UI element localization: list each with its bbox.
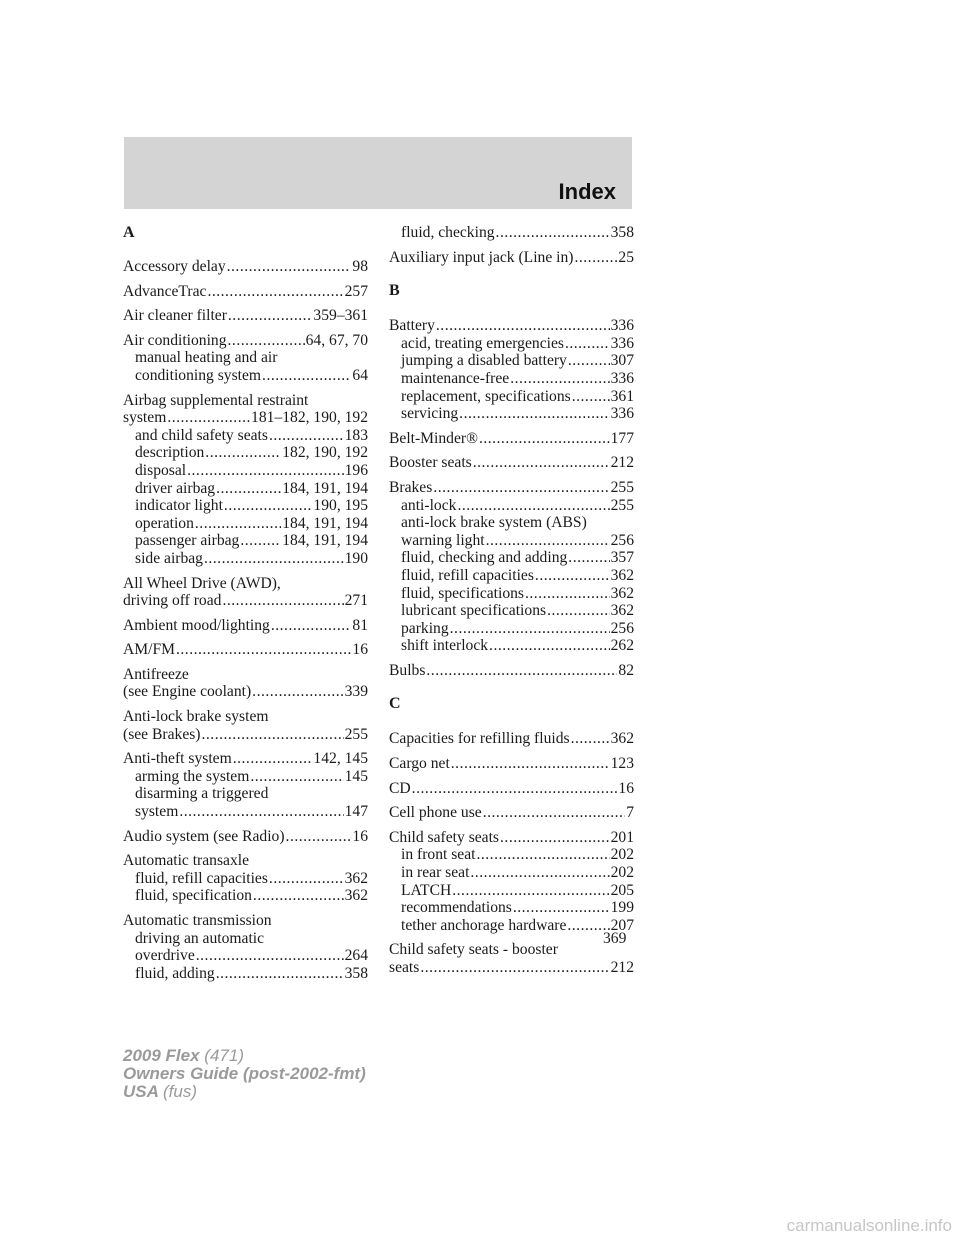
dot-leader [436, 317, 610, 335]
entry-page-ref: 362 [344, 869, 368, 887]
entry-page-ref: 205 [610, 881, 634, 899]
entry-page-ref: 64 [352, 366, 368, 384]
index-subentry-line [123, 550, 368, 568]
index-subentry-line [389, 532, 634, 550]
dot-leader [179, 803, 343, 821]
entry-term: fluid, adding [135, 964, 215, 982]
dot-leader [412, 780, 618, 798]
entry-page-ref: 271 [344, 592, 368, 610]
index-entries-b [389, 317, 634, 679]
entry-term: parking [401, 619, 449, 637]
dot-leader [207, 283, 343, 301]
dot-leader [476, 846, 609, 864]
entry-term: replacement, specifications [401, 387, 571, 405]
index-entry [389, 249, 634, 267]
watermark: carmanualsonline.info [786, 1216, 952, 1235]
entry-page-ref: 98 [352, 258, 368, 275]
entry-term: overdrive [135, 947, 195, 965]
index-entry [123, 575, 368, 610]
entry-page-ref: 256 [610, 619, 634, 637]
entry-page-ref: 257 [344, 282, 368, 300]
index-entries-a-continued [389, 224, 634, 266]
entry-page-ref: 207 [610, 916, 634, 934]
index-subentry-line [123, 768, 368, 786]
entry-page-ref: 145 [344, 767, 368, 785]
index-entry [389, 829, 634, 935]
entry-page-ref: 336 [610, 317, 634, 335]
entry-page-ref: 25 [618, 248, 634, 266]
dot-leader [486, 532, 610, 550]
entry-term: anti-lock brake system (ABS) [401, 514, 587, 532]
dot-leader [286, 828, 352, 846]
index-entry [123, 332, 368, 385]
entry-term: Anti-theft system [123, 750, 232, 768]
index-entry-line [123, 666, 368, 684]
dot-leader [204, 550, 344, 568]
header-band [124, 137, 632, 209]
entry-page-ref: 256 [610, 531, 634, 549]
index-subentry-line [389, 549, 634, 567]
entry-page-ref: 339 [344, 683, 368, 701]
index-subentry-line [123, 497, 368, 515]
entry-page-ref: 362 [610, 566, 634, 584]
entry-page-ref: 307 [610, 352, 634, 370]
index-subentry-line [123, 480, 368, 498]
index-entry-line [389, 829, 634, 847]
index-entry-line [389, 317, 634, 335]
dot-leader [489, 637, 610, 655]
dot-leader [470, 864, 609, 882]
entry-term: tether anchorage hardware [401, 916, 567, 934]
entry-term: seats [389, 959, 420, 976]
entry-term: manual heating and air [135, 349, 278, 367]
index-column-left [123, 224, 368, 989]
index-subentry-line [123, 965, 368, 983]
footer-market-code: (fus) [163, 1082, 197, 1101]
dot-leader [187, 462, 343, 480]
dot-leader [176, 641, 351, 659]
index-subentry-line [123, 803, 368, 821]
entry-page-ref: 184, 191, 194 [282, 532, 368, 550]
entry-page-ref: 255 [610, 478, 634, 496]
index-subentry-line [389, 917, 634, 935]
index-subentry-line [389, 585, 634, 603]
entry-page-ref: 142, 145 [313, 750, 368, 768]
index-subentry-line [389, 497, 634, 515]
index-entry [389, 730, 634, 748]
index-subentry-line [123, 427, 368, 445]
index-subentry-line [389, 602, 634, 620]
index-entry [389, 941, 634, 976]
index-entries-c [389, 730, 634, 976]
index-subentry-line [123, 349, 368, 367]
footer-model: 2009 Flex [123, 1046, 200, 1065]
entry-term: recommendations [401, 899, 512, 917]
entry-page-ref: 201 [610, 828, 634, 846]
index-entry [123, 641, 368, 659]
index-entry-line [389, 730, 634, 748]
index-entry-line [123, 750, 368, 768]
dot-leader [196, 947, 344, 965]
entry-term: Cargo net [389, 755, 450, 773]
page-number: 369 [603, 930, 627, 947]
index-entry-line [389, 662, 634, 680]
entry-term: arming the system [135, 767, 250, 785]
index-entry [123, 392, 368, 568]
index-entry-line [389, 780, 634, 798]
index-entry [389, 430, 634, 448]
index-entry-line [123, 592, 368, 610]
entry-page-ref: 358 [344, 964, 368, 982]
entry-term: driver airbag [135, 479, 216, 497]
entry-term: Capacities for refilling fluids [389, 730, 570, 748]
entry-term: acid, treating emergencies [401, 334, 564, 352]
entry-term: Anti-lock brake system [123, 708, 269, 726]
index-entry-line [123, 575, 368, 593]
entry-term: (see Engine coolant) [123, 683, 252, 701]
entry-term: fluid, refill capacities [135, 869, 268, 887]
entry-page-ref: 16 [352, 827, 368, 845]
index-subentry-line [389, 846, 634, 864]
dot-leader [224, 497, 313, 515]
dot-leader [496, 224, 610, 242]
index-entry-line [123, 641, 368, 659]
index-entry [123, 307, 368, 325]
entry-term: disposal [135, 461, 187, 479]
entry-term: description [135, 444, 205, 462]
entry-term: Child safety seats [389, 828, 500, 846]
index-entry [123, 617, 368, 635]
dot-leader [459, 405, 609, 423]
index-entry [389, 804, 634, 822]
dot-leader [216, 480, 281, 498]
index-subentry-line [389, 352, 634, 370]
entry-page-ref: 190, 195 [313, 497, 368, 515]
dot-leader [269, 870, 344, 888]
entry-term: in rear seat [401, 864, 470, 882]
entry-term: and child safety seats [135, 426, 268, 444]
index-entry-line [123, 307, 368, 325]
dot-leader [205, 444, 281, 462]
entry-term: Cell phone use [389, 804, 482, 822]
index-entry-line [123, 332, 368, 350]
entry-page-ref: 181–182, 190, 192 [251, 409, 368, 427]
dot-leader [513, 899, 610, 917]
dot-leader [473, 454, 610, 472]
entry-term: AM/FM [123, 641, 175, 659]
entry-page-ref: 183 [344, 426, 368, 444]
entry-term: Antifreeze [123, 665, 189, 683]
dot-leader [457, 497, 609, 515]
entry-page-ref: 190 [344, 549, 368, 567]
entry-term: Accessory delay [123, 258, 226, 275]
dot-leader [262, 367, 351, 385]
index-column-right [389, 224, 634, 984]
index-entry [123, 828, 368, 846]
entry-term: warning light [401, 531, 485, 549]
dot-leader [253, 887, 344, 905]
dot-leader [433, 479, 609, 497]
entry-term: fluid, checking and adding [401, 549, 568, 567]
entry-term: lubricant specifications [401, 602, 547, 620]
entry-page-ref: 255 [610, 496, 634, 514]
entry-page-ref: 362 [610, 730, 634, 748]
index-subentry-line [389, 899, 634, 917]
dot-leader [271, 617, 352, 635]
index-entry-line [389, 249, 634, 267]
entry-term: driving an automatic [135, 929, 265, 947]
entry-term: Belt-Minder® [389, 429, 478, 447]
entry-term: shift interlock [401, 637, 489, 655]
index-subentry-line [389, 514, 634, 532]
entry-term: fluid, checking [401, 224, 495, 241]
index-subentry-line [123, 367, 368, 385]
entry-page-ref: 336 [610, 369, 634, 387]
index-subentry-line [123, 930, 368, 948]
entry-page-ref: 177 [610, 429, 634, 447]
entry-term: fluid, specification [135, 887, 252, 905]
entry-term: All Wheel Drive (AWD), [123, 574, 281, 592]
dot-leader [535, 567, 610, 585]
section-letter-b: B [389, 282, 400, 300]
index-entry [389, 454, 634, 472]
index-entry-line [123, 912, 368, 930]
index-entry-line [123, 683, 368, 701]
entry-page-ref: 362 [344, 887, 368, 905]
entry-page-ref: 82 [618, 661, 634, 679]
entry-term: indicator light [135, 497, 223, 515]
index-entry [389, 224, 634, 242]
entry-page-ref: 359–361 [313, 307, 368, 325]
dot-leader [202, 726, 344, 744]
entry-term: (see Brakes) [123, 725, 201, 743]
index-entry-line [123, 392, 368, 410]
dot-leader [568, 352, 610, 370]
entry-term: CD [389, 779, 411, 797]
entry-page-ref: 123 [610, 755, 634, 773]
entry-page-ref: 336 [610, 405, 634, 423]
index-subentry-line [389, 335, 634, 353]
index-subentry-line [123, 462, 368, 480]
entry-page-ref: 358 [610, 224, 634, 241]
index-subentry-line [389, 388, 634, 406]
entry-term: in front seat [401, 846, 476, 864]
index-entry-line [389, 454, 634, 472]
entry-term: driving off road [123, 592, 222, 610]
entry-page-ref: 212 [610, 959, 634, 976]
index-subentry-line [123, 532, 368, 550]
entry-page-ref: 262 [610, 637, 634, 655]
entry-term: maintenance-free [401, 369, 510, 387]
entry-term: fluid, refill capacities [401, 566, 534, 584]
index-entry-line [123, 409, 368, 427]
index-entry [123, 750, 368, 820]
footer-publication-info [123, 1047, 366, 1101]
entry-term: conditioning system [135, 366, 262, 384]
entry-page-ref: 147 [344, 803, 368, 821]
section-letter-a: A [123, 224, 135, 241]
entry-term: Battery [389, 317, 435, 335]
entry-term: Audio system (see Radio) [123, 827, 285, 845]
index-entry [123, 258, 368, 276]
index-entry [123, 666, 368, 701]
entry-page-ref: 362 [610, 602, 634, 620]
dot-leader [216, 965, 344, 983]
entry-term: Airbag supplemental restraint [123, 391, 309, 409]
dot-leader [574, 249, 617, 267]
dot-leader [233, 750, 313, 768]
dot-leader [426, 662, 617, 680]
entry-page-ref: 202 [610, 846, 634, 864]
index-subentry-line [389, 567, 634, 585]
dot-leader [451, 755, 610, 773]
dot-leader [525, 585, 610, 603]
index-subentry-line [389, 882, 634, 900]
index-entry-line [123, 852, 368, 870]
entry-page-ref: 196 [344, 461, 368, 479]
index-entry-line [123, 828, 368, 846]
entry-page-ref: 255 [344, 725, 368, 743]
entry-term: passenger airbag [135, 532, 240, 550]
entry-term: Air cleaner filter [123, 307, 227, 325]
entry-term: Automatic transaxle [123, 852, 250, 870]
footer-guide: Owners Guide (post-2002-fmt) [123, 1064, 366, 1083]
index-entry-line [123, 283, 368, 301]
index-entries-a [123, 258, 368, 982]
entry-term: system [135, 803, 179, 821]
entry-page-ref: 81 [352, 616, 368, 634]
index-subentry-line [123, 785, 368, 803]
entry-term: Brakes [389, 478, 433, 496]
entry-term: jumping a disabled battery [401, 352, 567, 370]
entry-page-ref: 212 [610, 454, 634, 472]
entry-term: disarming a triggered [135, 785, 269, 803]
index-subentry-line [389, 370, 634, 388]
dot-leader [420, 959, 609, 977]
entry-page-ref: 64, 67, 70 [305, 331, 368, 349]
dot-leader [452, 882, 609, 900]
dot-leader [571, 730, 610, 748]
dot-leader [568, 549, 609, 567]
entry-page-ref: 184, 191, 194 [282, 514, 368, 532]
index-entry [123, 852, 368, 905]
dot-leader [222, 592, 343, 610]
dot-leader [510, 370, 609, 388]
dot-leader [479, 430, 610, 448]
dot-leader [483, 804, 626, 822]
entry-page-ref: 264 [344, 947, 368, 965]
index-entry [389, 755, 634, 773]
entry-page-ref: 362 [610, 584, 634, 602]
entry-term: Air conditioning [123, 331, 227, 349]
entry-page-ref: 336 [610, 334, 634, 352]
entry-page-ref: 7 [626, 804, 634, 822]
footer-model-code: (471) [204, 1046, 244, 1065]
entry-term: LATCH [401, 881, 452, 899]
entry-page-ref: 184, 191, 194 [282, 479, 368, 497]
index-entry [123, 708, 368, 743]
index-entry [123, 912, 368, 982]
index-entry-line [389, 941, 634, 959]
entry-term: servicing [401, 405, 459, 423]
dot-leader [269, 427, 344, 445]
entry-page-ref: 16 [352, 641, 368, 659]
index-entry [389, 662, 634, 680]
entry-term: Ambient mood/lighting [123, 616, 270, 634]
index-subentry-line [123, 947, 368, 965]
entry-term: operation [135, 514, 194, 532]
index-entry-line [123, 617, 368, 635]
index-entry [389, 317, 634, 423]
entry-term: Child safety seats - booster [389, 941, 558, 959]
entry-term: side airbag [135, 549, 203, 567]
index-subentry-line [123, 444, 368, 462]
entry-page-ref: 182, 190, 192 [282, 444, 368, 462]
index-entry-line [389, 804, 634, 822]
index-entry [123, 283, 368, 301]
index-entry-line [389, 430, 634, 448]
section-letter-c: C [389, 695, 401, 713]
index-subentry-line [389, 864, 634, 882]
dot-leader [240, 532, 281, 550]
index-subentry-line [389, 405, 634, 423]
dot-leader [228, 307, 313, 325]
dot-leader [167, 409, 250, 427]
entry-term: Bulbs [389, 661, 426, 679]
dot-leader [565, 335, 610, 353]
entry-term: Booster seats [389, 454, 472, 472]
entry-term: AdvanceTrac [123, 282, 207, 300]
entry-term: fluid, specifications [401, 584, 524, 602]
index-subentry-line [123, 870, 368, 888]
entry-term: Automatic transmission [123, 912, 272, 929]
index-subentry-line [389, 637, 634, 655]
index-entry-line [123, 258, 368, 276]
dot-leader [227, 258, 352, 276]
footer-market: USA [123, 1082, 159, 1101]
page-title: Index [558, 179, 616, 204]
dot-leader [228, 332, 305, 350]
dot-leader [572, 388, 610, 406]
index-entry-line [389, 479, 634, 497]
entry-term: system [123, 409, 167, 427]
index-entry-line [389, 959, 634, 977]
index-entry-line [389, 755, 634, 773]
index-entry-line [123, 726, 368, 744]
index-subentry-line [389, 224, 634, 242]
dot-leader [547, 602, 610, 620]
entry-term: anti-lock [401, 496, 457, 514]
entry-page-ref: 199 [610, 899, 634, 917]
entry-page-ref: 16 [618, 779, 634, 797]
dot-leader [252, 683, 343, 701]
entry-page-ref: 361 [610, 387, 634, 405]
index-entry-line [123, 708, 368, 726]
dot-leader [195, 515, 281, 533]
index-entry [389, 479, 634, 655]
dot-leader [450, 620, 610, 638]
entry-term: Auxiliary input jack (Line in) [389, 248, 574, 266]
entry-page-ref: 202 [610, 864, 634, 882]
dot-leader [250, 768, 343, 786]
index-subentry-line [123, 887, 368, 905]
index-subentry-line [123, 515, 368, 533]
entry-page-ref: 357 [610, 549, 634, 567]
index-entry [389, 780, 634, 798]
index-subentry-line [389, 620, 634, 638]
dot-leader [500, 829, 610, 847]
